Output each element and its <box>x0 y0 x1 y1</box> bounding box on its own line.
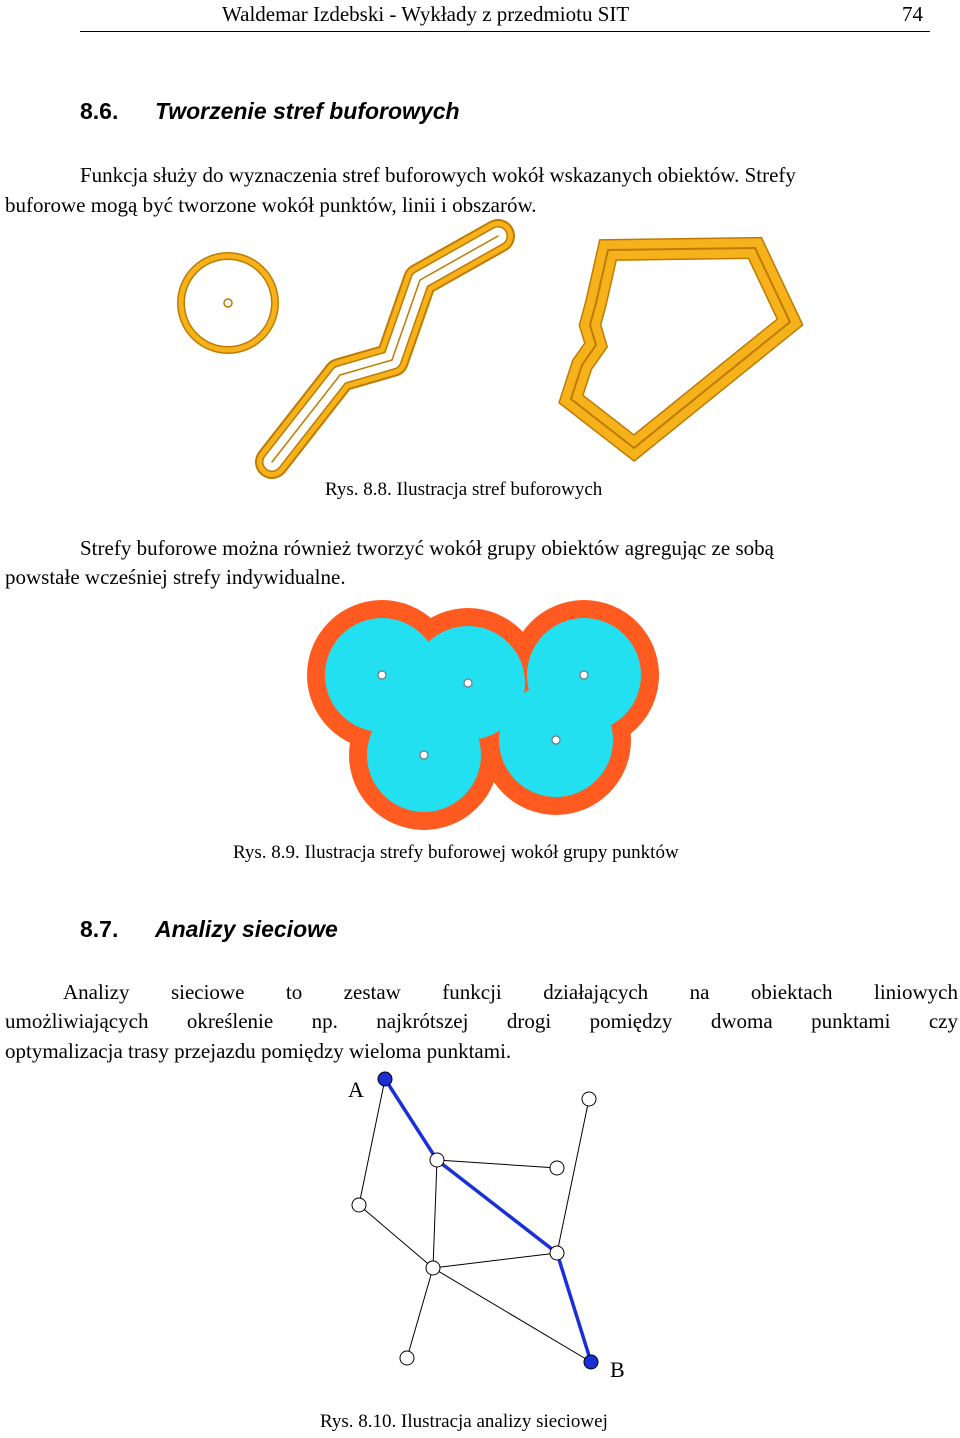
section-heading-buffer <box>80 98 460 125</box>
network-node <box>550 1246 564 1260</box>
node-a-label: A <box>348 1077 364 1102</box>
figure-network <box>0 1070 960 1400</box>
network-node <box>582 1092 596 1106</box>
point-marker <box>224 299 232 307</box>
figure-buffer-zones <box>0 215 960 480</box>
paragraph-line: Strefy buforowe można również tworzyć wokół grupy obiektów agregując ze sobą <box>80 536 774 560</box>
network-edges <box>359 1079 591 1362</box>
shortest-path <box>385 1079 591 1362</box>
paragraph-line: optymalizacja trasy przejazdu pomiędzy wieloma punktami. <box>5 1039 512 1063</box>
page-number: 74 <box>902 2 923 26</box>
node-b-label: B <box>610 1357 625 1382</box>
network-node <box>352 1198 366 1212</box>
header-title: Waldemar Izdebski - Wykłady z przedmiotu SIT <box>222 2 630 26</box>
paragraph-line: Funkcja służy do wyznaczenia stref buforowych wokół wskazanych obiektów. Strefy <box>80 163 796 187</box>
paragraph-line: umożliwiających określenie np. najkrótszej drogi pomiędzy dwoma punktami czy <box>5 1009 958 1033</box>
paragraph-line: Analizy sieciowe to zestaw funkcji działających na obiektach liniowych <box>63 980 958 1004</box>
section-title: Tworzenie stref buforowych <box>155 98 460 124</box>
group-point <box>420 751 428 759</box>
point-buffer <box>181 256 275 350</box>
network-nodes <box>352 1092 596 1365</box>
page-header <box>0 0 960 30</box>
line-buffer <box>272 236 498 462</box>
paragraph-line: powstałe wcześniej strefy indywidualne. <box>5 565 346 589</box>
node-b <box>584 1355 598 1369</box>
network-node <box>430 1153 444 1167</box>
figure-aggregate-buffer <box>0 600 960 840</box>
section-heading-network <box>80 916 338 943</box>
group-point <box>378 671 386 679</box>
figure-caption: Rys. 8.9. Ilustracja strefy buforowej wokół grupy punktów <box>233 842 679 863</box>
header-rule <box>80 31 930 32</box>
section-number: 8.7. <box>80 916 119 942</box>
group-point <box>464 679 472 687</box>
group-point <box>552 736 560 744</box>
figure-caption: Rys. 8.10. Ilustracja analizy sieciowej <box>320 1411 608 1432</box>
figure-caption: Rys. 8.8. Ilustracja stref buforowych <box>325 479 603 500</box>
network-node <box>550 1161 564 1175</box>
network-node <box>426 1261 440 1275</box>
group-point <box>580 671 588 679</box>
paragraph-line: buforowe mogą być tworzone wokół punktów, linii i obszarów. <box>5 193 537 217</box>
section-title: Analizy sieciowe <box>155 916 338 942</box>
polygon-buffer <box>571 248 790 448</box>
network-node <box>400 1351 414 1365</box>
section-number: 8.6. <box>80 98 119 124</box>
node-a <box>378 1072 392 1086</box>
